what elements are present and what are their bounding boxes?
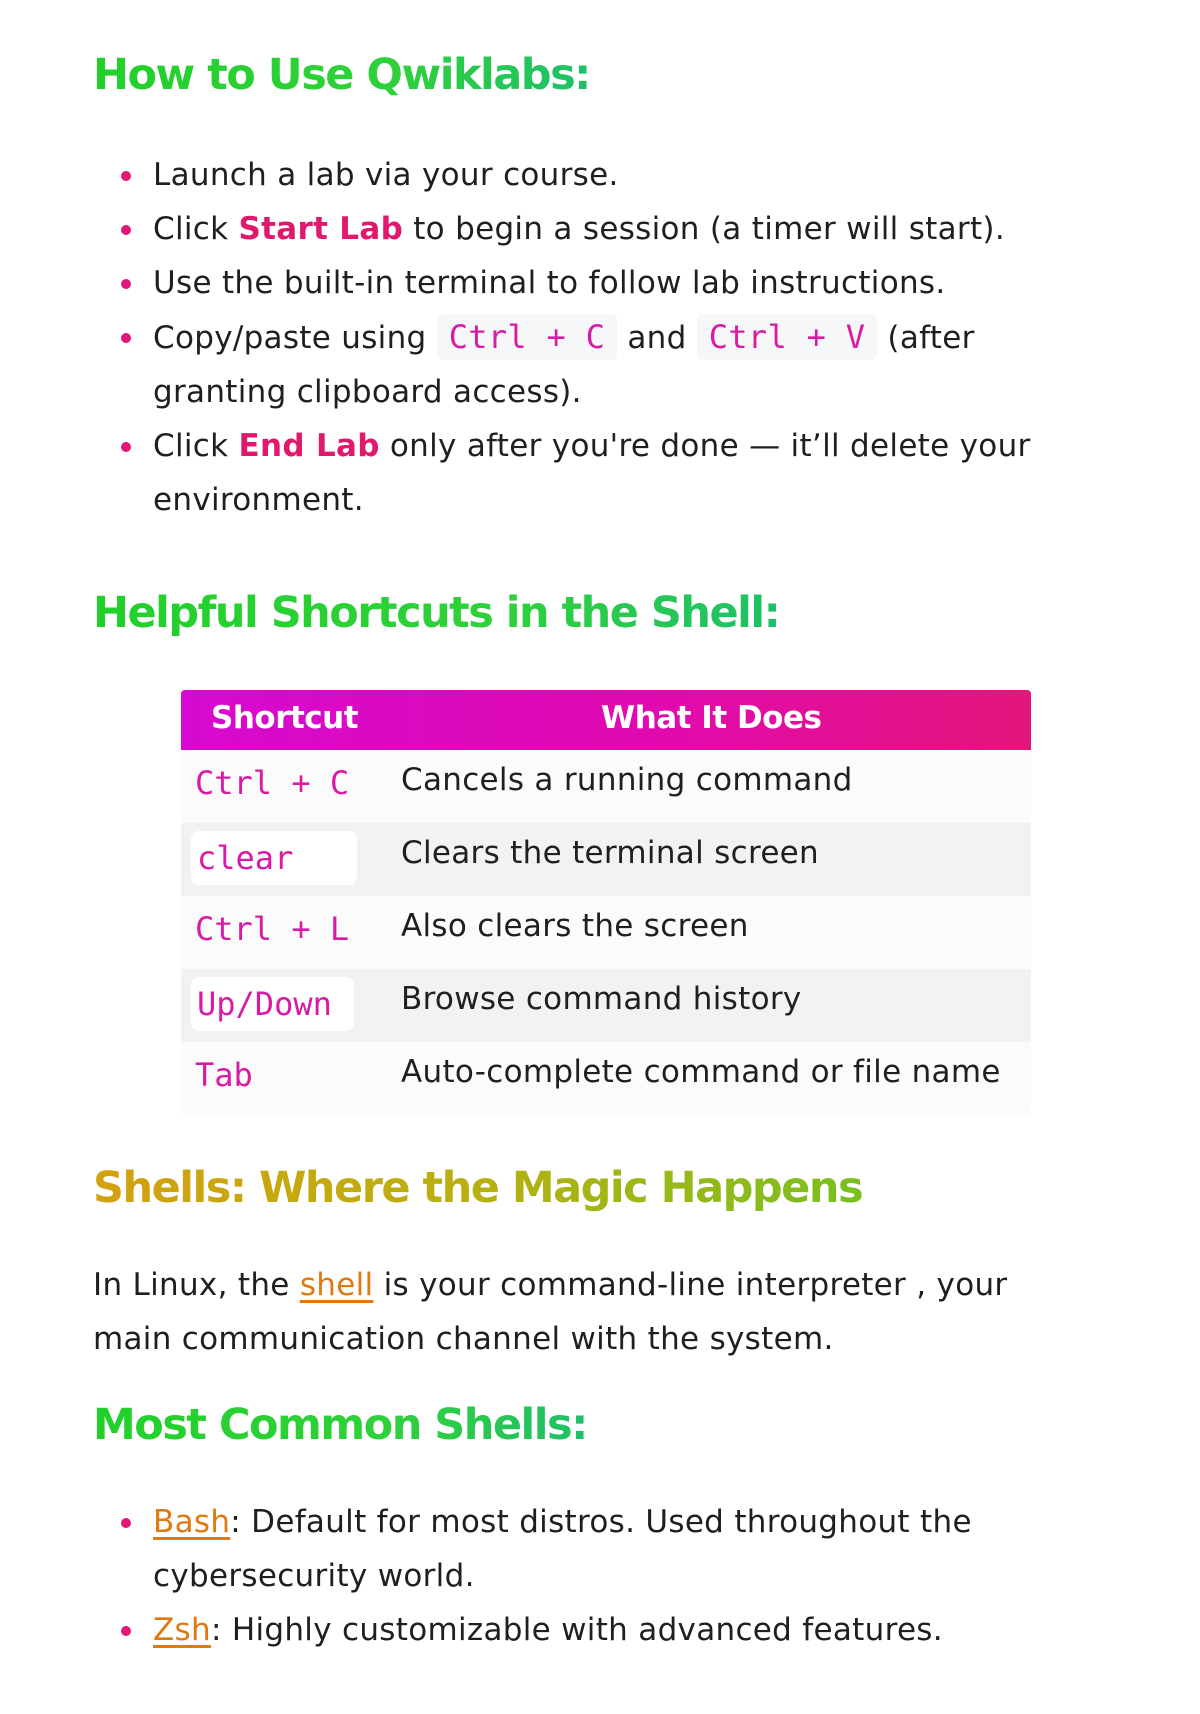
- heading-shells-magic: Shells: Where the Magic Happens: [93, 1163, 863, 1213]
- bullet-icon: [121, 1518, 131, 1528]
- table-row: [181, 823, 1031, 896]
- common-shells-list: [93, 1495, 1053, 1657]
- shortcut-description: Also clears the screen: [401, 908, 749, 944]
- bullet-icon: [121, 171, 131, 181]
- zsh-link[interactable]: Zsh: [153, 1612, 211, 1648]
- bullet-icon: [121, 279, 131, 289]
- shortcut-description: Browse command history: [401, 981, 802, 1017]
- heading-most-common-shells: Most Common Shells:: [93, 1400, 587, 1450]
- shortcut-description: Auto-complete command or file name: [401, 1054, 1001, 1090]
- bullet-icon: [121, 442, 131, 452]
- shell-intro-paragraph: In Linux, the shell is your command-line interpreter , your main communication channel with the system.: [93, 1267, 1008, 1357]
- bullet-icon: [121, 1626, 131, 1636]
- shortcut-key: clear: [191, 831, 357, 885]
- shortcut-key: Ctrl + L: [195, 910, 350, 948]
- list-item: Use the built-in terminal to follow lab instructions.: [93, 256, 1053, 310]
- heading-helpful-shortcuts: Helpful Shortcuts in the Shell:: [93, 588, 780, 638]
- list-item: Zsh: Highly customizable with advanced features.: [93, 1603, 1053, 1657]
- table-header: [181, 690, 1031, 750]
- shortcuts-table: [181, 690, 1031, 1115]
- list-item: Copy/paste using Ctrl + C and Ctrl + V (after granting clipboard access).: [93, 310, 1053, 419]
- shell-link[interactable]: shell: [299, 1267, 374, 1303]
- bullet-icon: [121, 333, 131, 343]
- table-row: [181, 896, 1031, 969]
- column-header-what-it-does: What It Does: [601, 700, 822, 736]
- shortcut-key: Up/Down: [191, 977, 354, 1031]
- heading-how-to-use-qwiklabs: How to Use Qwiklabs:: [93, 50, 590, 100]
- end-lab-emphasis: End Lab: [238, 428, 380, 464]
- list-item: Bash: Default for most distros. Used throughout the cybersecurity world.: [93, 1495, 1053, 1603]
- shortcut-key: Ctrl + C: [195, 764, 350, 802]
- table-row: [181, 969, 1031, 1042]
- list-item: Click Start Lab to begin a session (a timer will start).: [93, 202, 1053, 256]
- bullet-icon: [121, 225, 131, 235]
- qwiklabs-steps-list: [93, 148, 1053, 527]
- ctrl-c-code: Ctrl + C: [437, 314, 618, 360]
- ctrl-v-code: Ctrl + V: [697, 314, 878, 360]
- shortcut-key: Tab: [195, 1056, 253, 1094]
- table-row: [181, 1042, 1031, 1115]
- bash-link[interactable]: Bash: [153, 1504, 231, 1540]
- list-item: Click End Lab only after you're done — it’ll delete your environment.: [93, 419, 1053, 527]
- start-lab-emphasis: Start Lab: [238, 211, 404, 247]
- column-header-shortcut: Shortcut: [211, 700, 359, 736]
- shortcut-description: Cancels a running command: [401, 762, 853, 798]
- list-item: Launch a lab via your course.: [93, 148, 1053, 202]
- shortcut-description: Clears the terminal screen: [401, 835, 820, 871]
- table-row: [181, 750, 1031, 823]
